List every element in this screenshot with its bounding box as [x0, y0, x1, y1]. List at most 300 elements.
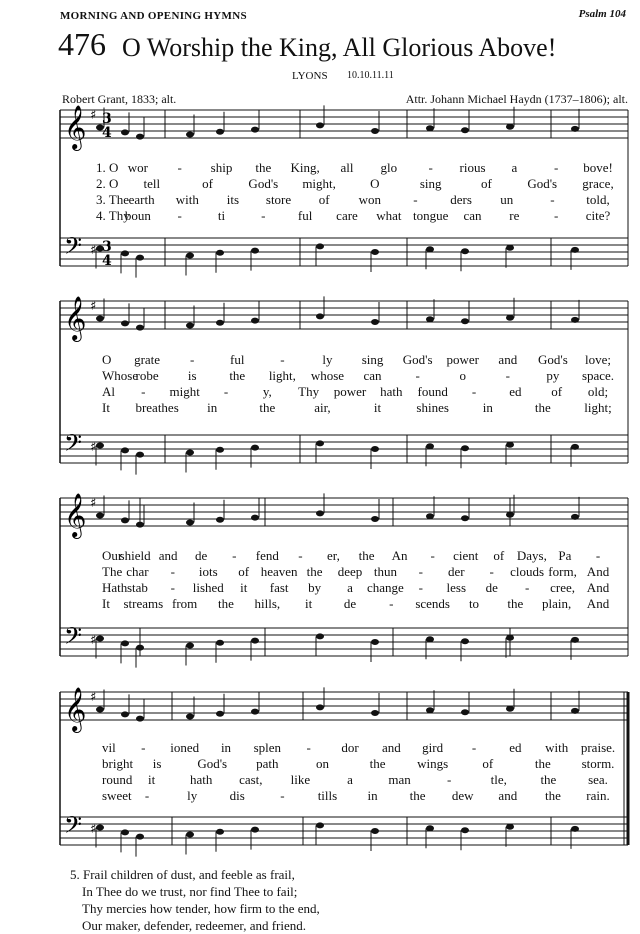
key-signature-sharp: ♯ — [90, 243, 97, 258]
note-head — [316, 633, 324, 639]
lyric-syllable: shield — [119, 548, 151, 563]
note-head — [136, 255, 144, 261]
lyric-syllable: old; — [587, 384, 609, 399]
note-head — [571, 826, 579, 832]
note-head — [121, 829, 129, 835]
note-head — [216, 640, 224, 646]
lyric-syllable: - — [280, 352, 285, 367]
lyric-syllable: - — [471, 384, 477, 399]
note-head — [251, 127, 259, 133]
lyric-syllable: Days, — [516, 548, 547, 563]
lyric-syllable: re — [509, 208, 520, 223]
lyric-syllable: - — [524, 580, 530, 595]
note-head — [96, 513, 104, 519]
lyric-syllable: char — [126, 564, 149, 579]
hymn-title: O Worship the King, All Glorious Above! — [122, 33, 557, 62]
lyric-syllable: storm. — [581, 756, 615, 771]
note-head — [186, 832, 194, 838]
note-head — [251, 515, 259, 521]
note-head — [96, 825, 104, 831]
lyric-syllable: - — [389, 596, 394, 611]
key-signature-sharp: ♯ — [90, 299, 97, 314]
lyric-syllable: y, — [262, 384, 272, 399]
note-head — [121, 517, 129, 523]
lyric-syllable: of — [202, 176, 213, 191]
note-head — [426, 125, 434, 131]
note-head — [316, 313, 324, 319]
note-head — [371, 128, 379, 134]
psalm-reference: Psalm 104 — [578, 8, 626, 20]
lyric-syllable: in — [367, 788, 378, 803]
note-head — [186, 643, 194, 649]
note-head — [426, 825, 434, 831]
lyric-syllable: won — [358, 192, 382, 207]
note-head — [251, 638, 259, 644]
note-head — [571, 126, 579, 132]
lyric-syllable: Pa — [558, 548, 572, 563]
lyric-syllable: in — [207, 400, 218, 415]
note-head — [426, 246, 434, 252]
note-head — [571, 514, 579, 520]
lyric-syllable: And — [586, 564, 610, 579]
lyric-syllable: plain, — [542, 596, 572, 611]
note-head — [121, 711, 129, 717]
lyric-syllable: - — [280, 788, 285, 803]
note-head — [461, 248, 469, 254]
note-head — [461, 638, 469, 644]
lyric-syllable: sing — [361, 352, 384, 367]
note-head — [371, 710, 379, 716]
lyric-syllable: the — [540, 772, 557, 787]
lyric-syllable: 1. O — [96, 160, 119, 175]
lyric-syllable: from — [172, 596, 198, 611]
note-head — [426, 707, 434, 713]
lyric-syllable: praise. — [580, 740, 616, 755]
lyric-syllable: 3. The — [96, 192, 129, 207]
lyric-syllable: the — [534, 756, 551, 771]
lyric-syllable: 4. Thy — [96, 208, 130, 223]
lyric-syllable: ly — [322, 352, 333, 367]
lyric-syllable: de — [343, 596, 357, 611]
stanza-5-line: Our maker, defender, redeemer, and friend. — [82, 918, 307, 933]
lyric-syllable: hath — [380, 384, 403, 399]
lyric-syllable: God's — [197, 756, 228, 771]
lyric-syllable: round — [102, 772, 133, 787]
lyric-syllable: hills, — [254, 596, 281, 611]
note-head — [251, 445, 259, 451]
note-head — [121, 447, 129, 453]
bass-clef: 𝄢 — [64, 811, 83, 844]
lyric-syllable: thun — [373, 564, 397, 579]
lyric-syllable: it — [240, 580, 248, 595]
lyric-syllable: space. — [581, 368, 615, 383]
lyric-syllable: It — [102, 400, 110, 415]
lyric-syllable: wings — [417, 756, 449, 771]
note-head — [426, 513, 434, 519]
lyric-syllable: heaven — [260, 564, 298, 579]
treble-clef: 𝄞 — [64, 493, 87, 537]
lyric-syllable: o — [459, 368, 466, 383]
lyric-syllable: fend — [255, 548, 279, 563]
note-head — [216, 517, 224, 523]
lyric-syllable: a — [347, 772, 353, 787]
lyric-syllable: a — [347, 580, 353, 595]
lyric-syllable: whose — [310, 368, 345, 383]
lyric-syllable: - — [553, 208, 559, 223]
lyric-syllable: - — [413, 192, 418, 207]
lyric-syllable: it — [147, 772, 156, 787]
lyric-syllable: vil — [102, 740, 116, 755]
lyric-syllable: glo — [380, 160, 398, 175]
note-head — [136, 522, 144, 528]
lyric-syllable: streams — [123, 596, 164, 611]
note-head — [316, 822, 324, 828]
note-head — [506, 635, 514, 641]
lyric-syllable: and — [498, 352, 518, 367]
note-head — [186, 253, 194, 259]
lyric-syllable: sing — [419, 176, 442, 191]
section-heading: MORNING AND OPENING HYMNS — [60, 10, 247, 22]
note-head — [136, 325, 144, 331]
lyric-syllable: like — [290, 772, 311, 787]
lyric-syllable: - — [428, 160, 433, 175]
lyric-syllable: - — [505, 368, 510, 383]
note-head — [571, 247, 579, 253]
note-head — [506, 245, 514, 251]
lyric-syllable: shines — [416, 400, 449, 415]
time-signature-top: 3 — [102, 111, 112, 127]
lyric-syllable: Hath — [102, 580, 128, 595]
lyric-syllable: scends — [415, 596, 450, 611]
note-head — [461, 445, 469, 451]
lyric-syllable: - — [170, 564, 176, 579]
lyric-syllable: ship — [210, 160, 233, 175]
lyric-syllable: - — [177, 208, 182, 223]
lyric-syllable: - — [418, 564, 424, 579]
lyric-syllable: tle, — [490, 772, 507, 787]
hymn-number: 476 — [58, 26, 106, 62]
lyric-syllable: - — [232, 548, 237, 563]
note-head — [216, 447, 224, 453]
lyric-syllable: de — [485, 580, 498, 595]
lyric-syllable: the — [507, 596, 524, 611]
note-head — [316, 243, 324, 249]
note-head — [121, 129, 129, 135]
lyric-syllable: grace, — [582, 176, 614, 191]
lyric-syllable: Thy — [298, 384, 320, 399]
note-head — [506, 512, 514, 518]
lyric-syllable: robe — [135, 368, 159, 383]
stanza-5-line: In Thee do we trust, nor find Thee to fail; — [82, 884, 298, 899]
lyric-syllable: change — [367, 580, 404, 595]
lyric-syllable: path — [256, 756, 279, 771]
lyric-syllable: And — [586, 596, 610, 611]
note-head — [506, 824, 514, 830]
lyric-syllable: with — [175, 192, 199, 207]
note-head — [461, 318, 469, 324]
lyric-syllable: light, — [268, 368, 296, 383]
lyric-syllable: can — [363, 368, 382, 383]
bass-clef: 𝄢 — [64, 232, 83, 265]
lyric-syllable: of — [238, 564, 250, 579]
lyric-syllable: - — [447, 772, 452, 787]
note-head — [121, 320, 129, 326]
lyric-syllable: - — [170, 580, 176, 595]
lyric-syllable: - — [418, 580, 424, 595]
note-head — [251, 248, 259, 254]
music-composer: Attr. Johann Michael Haydn (1737–1806); alt. — [405, 92, 628, 106]
lyric-syllable: dor — [341, 740, 359, 755]
lyric-syllable: God's — [527, 176, 558, 191]
lyric-syllable: power — [446, 352, 479, 367]
lyric-syllable: might, — [302, 176, 336, 191]
lyric-syllable: ed — [509, 740, 522, 755]
lyric-syllable: and — [381, 740, 401, 755]
lyric-syllable: py — [546, 368, 560, 383]
lyric-syllable: the — [255, 160, 272, 175]
lyric-syllable: rious — [459, 160, 486, 175]
lyric-syllable: Whose — [102, 368, 139, 383]
treble-clef: 𝄞 — [64, 105, 87, 149]
note-head — [371, 249, 379, 255]
lyric-syllable: lished — [192, 580, 224, 595]
lyric-syllable: is — [187, 368, 197, 383]
lyric-syllable: - — [261, 208, 266, 223]
lyric-syllable: 2. O — [96, 176, 119, 191]
note-head — [96, 636, 104, 642]
note-head — [96, 316, 104, 322]
note-head — [136, 452, 144, 458]
lyric-syllable: Our — [102, 548, 123, 563]
note-head — [506, 124, 514, 130]
note-head — [571, 637, 579, 643]
lyric-syllable: it — [373, 400, 382, 415]
lyric-syllable: bove! — [583, 160, 613, 175]
note-head — [371, 446, 379, 452]
lyric-syllable: the — [544, 788, 561, 803]
key-signature-sharp: ♯ — [90, 633, 97, 648]
note-head — [571, 444, 579, 450]
lyric-syllable: dis — [229, 788, 245, 803]
note-head — [136, 134, 144, 140]
note-head — [216, 829, 224, 835]
note-head — [426, 443, 434, 449]
note-head — [461, 827, 469, 833]
lyric-syllable: in — [220, 740, 232, 755]
lyric-syllable: love; — [585, 352, 611, 367]
stanza-5-line: Thy mercies how tender, how firm to the end, — [82, 901, 320, 916]
lyric-syllable: the — [534, 400, 551, 415]
time-signature-top: 3 — [102, 239, 112, 255]
note-head — [371, 516, 379, 522]
key-signature-sharp: ♯ — [90, 690, 97, 705]
lyric-syllable: tongue — [412, 208, 449, 223]
lyric-syllable: O — [102, 352, 112, 367]
lyric-syllable: cite? — [585, 208, 611, 223]
note-head — [461, 515, 469, 521]
lyric-syllable: ioned — [170, 740, 200, 755]
lyric-syllable: of — [482, 756, 494, 771]
note-head — [461, 709, 469, 715]
lyric-syllable: gird — [422, 740, 444, 755]
lyric-syllable: on — [315, 756, 329, 771]
lyric-syllable: cree, — [550, 580, 576, 595]
meter: 10.10.11.11 — [347, 70, 394, 81]
lyric-syllable: what — [376, 208, 402, 223]
lyric-syllable: clouds — [510, 564, 545, 579]
lyric-syllable: by — [308, 580, 322, 595]
key-signature-sharp: ♯ — [90, 822, 97, 837]
lyric-syllable: ed — [509, 384, 522, 399]
key-signature-sharp: ♯ — [90, 440, 97, 455]
lyric-syllable: of — [318, 192, 330, 207]
lyric-syllable: and — [498, 788, 518, 803]
lyric-syllable: told, — [586, 192, 610, 207]
lyric-syllable: The — [102, 564, 123, 579]
lyric-syllable: tills — [317, 788, 338, 803]
note-head — [186, 323, 194, 329]
lyric-syllable: ly — [187, 788, 198, 803]
lyric-syllable: O — [370, 176, 380, 191]
note-head — [506, 315, 514, 321]
lyric-syllable: - — [177, 160, 182, 175]
key-signature-sharp: ♯ — [90, 108, 97, 123]
lyric-syllable: grate — [134, 352, 161, 367]
note-head — [426, 636, 434, 642]
lyric-syllable: the — [369, 756, 386, 771]
note-head — [216, 129, 224, 135]
note-head — [96, 443, 104, 449]
bass-clef: 𝄢 — [64, 622, 83, 655]
lyric-syllable: King, — [290, 160, 320, 175]
note-head — [371, 639, 379, 645]
time-signature-bottom: 4 — [102, 125, 112, 141]
lyric-syllable: - — [141, 384, 146, 399]
lyric-syllable: - — [223, 384, 229, 399]
note-head — [186, 132, 194, 138]
lyric-syllable: - — [141, 740, 146, 755]
lyric-syllable: tell — [143, 176, 161, 191]
lyric-syllable: of — [493, 548, 505, 563]
lyric-syllable: boun — [124, 208, 151, 223]
lyric-syllable: cast, — [239, 772, 263, 787]
lyric-syllable: the — [409, 788, 426, 803]
lyric-syllable: splen — [253, 740, 282, 755]
note-head — [316, 122, 324, 128]
lyric-syllable: the — [259, 400, 276, 415]
tune-name: LYONS — [292, 70, 328, 82]
lyric-syllable: light; — [584, 400, 612, 415]
lyric-syllable: wor — [127, 160, 148, 175]
lyric-syllable: earth — [128, 192, 155, 207]
lyric-syllable: breathes — [135, 400, 179, 415]
note-head — [251, 318, 259, 324]
treble-clef: 𝄞 — [64, 687, 87, 731]
lyric-syllable: - — [489, 564, 494, 579]
note-head — [121, 640, 129, 646]
lyric-syllable: stab — [126, 580, 148, 595]
lyric-syllable: and — [158, 548, 178, 563]
lyric-syllable: care — [336, 208, 358, 223]
lyric-syllable: the — [229, 368, 246, 383]
lyric-syllable: deep — [337, 564, 363, 579]
lyric-syllable: in — [482, 400, 493, 415]
lyric-syllable: sea. — [588, 772, 608, 787]
lyric-syllable: er, — [327, 548, 340, 563]
lyric-syllable: found — [417, 384, 448, 399]
note-head — [186, 520, 194, 526]
lyric-syllable: store — [265, 192, 292, 207]
note-head — [186, 714, 194, 720]
lyric-syllable: is — [152, 756, 162, 771]
lyric-syllable: bright — [102, 756, 134, 771]
lyric-syllable: - — [471, 740, 477, 755]
note-head — [136, 716, 144, 722]
lyric-syllable: der — [447, 564, 465, 579]
lyric-syllable: form, — [548, 564, 577, 579]
lyric-syllable: sweet — [102, 788, 132, 803]
note-head — [251, 827, 259, 833]
note-head — [316, 440, 324, 446]
lyric-syllable: the — [306, 564, 323, 579]
key-signature-sharp: ♯ — [90, 496, 97, 511]
note-head — [316, 510, 324, 516]
lyric-syllable: power — [333, 384, 367, 399]
note-head — [186, 450, 194, 456]
lyric-syllable: all — [340, 160, 354, 175]
lyric-syllable: cient — [453, 548, 479, 563]
lyric-syllable: it — [305, 596, 313, 611]
lyric-syllable: air, — [314, 400, 331, 415]
lyric-syllable: Al — [102, 384, 115, 399]
note-head — [371, 828, 379, 834]
note-head — [136, 834, 144, 840]
lyric-syllable: to — [468, 596, 480, 611]
lyric-syllable: An — [391, 548, 408, 563]
lyric-syllable: a — [511, 160, 518, 175]
lyric-syllable: ful — [230, 352, 245, 367]
note-head — [571, 317, 579, 323]
lyric-syllable: - — [595, 548, 601, 563]
lyric-syllable: de — [195, 548, 208, 563]
note-head — [136, 645, 144, 651]
lyric-syllable: - — [144, 788, 150, 803]
note-head — [121, 250, 129, 256]
lyric-syllable: of — [481, 176, 492, 191]
lyric-syllable: might — [169, 384, 200, 399]
lyric-syllable: - — [306, 740, 311, 755]
note-head — [461, 127, 469, 133]
lyric-syllable: dew — [451, 788, 474, 803]
note-head — [506, 706, 514, 712]
lyric-syllable: God's — [538, 352, 568, 367]
lyric-syllable: with — [545, 740, 569, 755]
lyric-syllable: man — [388, 772, 411, 787]
lyric-syllable: the — [218, 596, 234, 611]
lyric-syllable: ders — [450, 192, 472, 207]
lyric-syllable: It — [102, 596, 110, 611]
lyric-syllable: - — [550, 192, 555, 207]
stanza-5-line: 5. Frail children of dust, and feeble as frail, — [70, 867, 295, 882]
treble-clef: 𝄞 — [64, 296, 87, 340]
lyric-syllable: rain. — [586, 788, 610, 803]
note-head — [216, 250, 224, 256]
lyric-syllable: - — [553, 160, 559, 175]
lyric-syllable: the — [358, 548, 375, 563]
lyric-syllable: iots — [198, 564, 218, 579]
note-head — [426, 316, 434, 322]
note-head — [216, 711, 224, 717]
